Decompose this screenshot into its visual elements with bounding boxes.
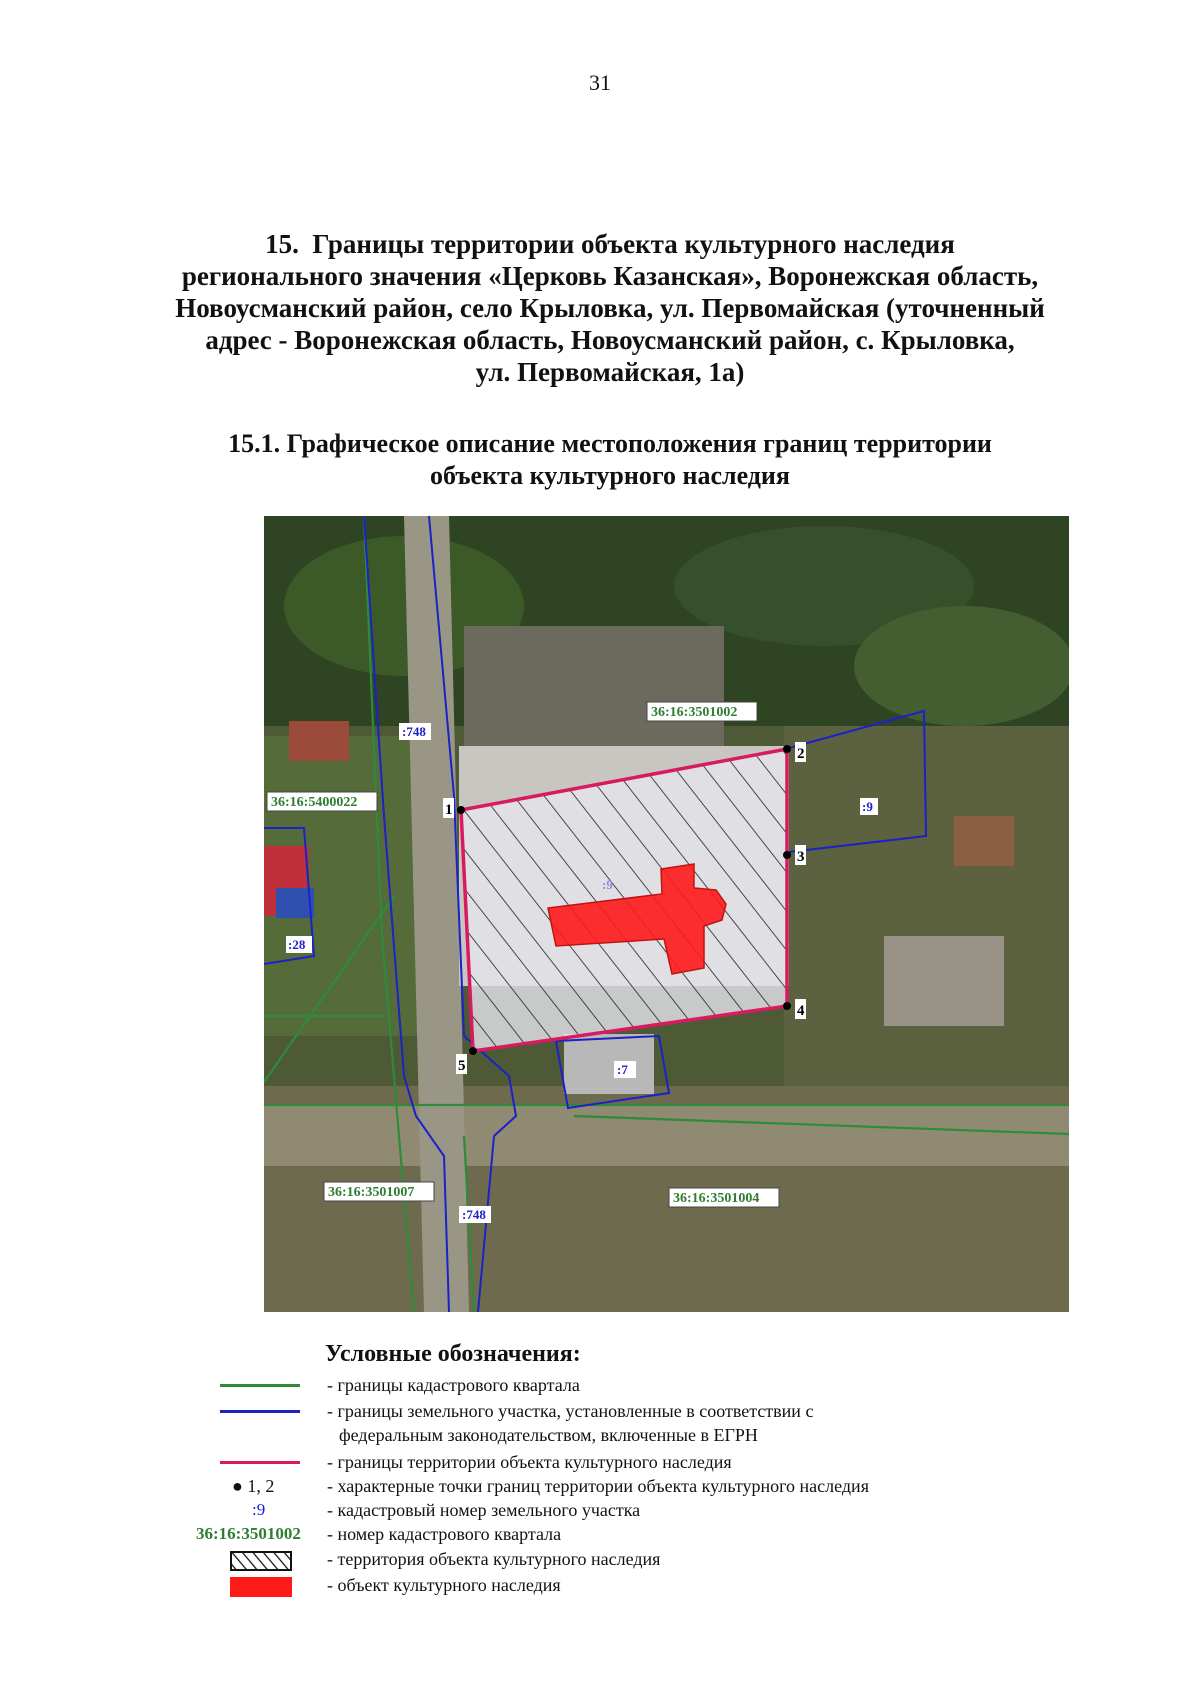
- legend-text-points: - характерные точки границ территории объекта культурного наследия: [327, 1476, 869, 1496]
- section-title-line-3: Новоусманский район, село Крыловка, ул. Первомайская (уточненный: [175, 293, 1045, 323]
- hatch-swatch: [230, 1551, 292, 1571]
- section-title-text-1: Границы территории объекта культурного наследия: [312, 229, 955, 259]
- quarter-label-3501007: 36:16:3501007: [328, 1185, 415, 1200]
- legend-symbol-quarter-number: [190, 1523, 310, 1549]
- map-svg: [264, 516, 1069, 1312]
- legend-row-points: [190, 1475, 1190, 1501]
- legend-row-parcel-boundary: [190, 1400, 1190, 1426]
- parcel-label-28: :28: [288, 937, 306, 952]
- point-label-4: 4: [797, 1003, 805, 1019]
- parcel-number-symbol-label: :9: [252, 1500, 266, 1519]
- section-title-line-5: ул. Первомайская, 1а): [475, 357, 745, 387]
- point-label-3: 3: [797, 849, 805, 865]
- subsection-title-line-1: [150, 428, 1070, 460]
- legend-symbol-heritage-object: [190, 1574, 310, 1600]
- point-label-1: 1: [445, 802, 453, 818]
- boundary-point-3: [783, 851, 791, 859]
- legend-symbol-points: [190, 1475, 310, 1501]
- legend-text-parcel-boundary: - границы земельного участка, установленные в соответствии с: [327, 1401, 814, 1421]
- legend-text-quarter-boundary: - границы кадастрового квартала: [327, 1375, 580, 1395]
- section-title-line-4: адрес - Воронежская область, Новоусманский район, с. Крыловка,: [205, 325, 1015, 355]
- legend-text-parcel-number: - кадастровый номер земельного участка: [327, 1500, 641, 1520]
- legend-symbol-heritage-boundary: [190, 1451, 310, 1477]
- house-roof: [884, 936, 1004, 1026]
- quarter-number-symbol-label: 36:16:3501002: [196, 1524, 301, 1543]
- parcel-label-748-south: :748: [462, 1207, 486, 1222]
- blue-line-swatch: [220, 1410, 300, 1413]
- boundary-point-4: [783, 1002, 791, 1010]
- dirt-road-east-west: [264, 1106, 1069, 1166]
- boundary-point-2: [783, 745, 791, 753]
- legend-symbol-parcel-boundary: [190, 1400, 310, 1426]
- legend-row-heritage-territory: [190, 1548, 1190, 1574]
- legend-symbol-heritage-territory: [190, 1548, 310, 1574]
- legend-row-heritage-object: [190, 1574, 1190, 1600]
- legend-row-quarter-boundary: [190, 1374, 1190, 1400]
- legend-symbol-parcel-number: [190, 1499, 310, 1525]
- boundary-point-1: [457, 806, 465, 814]
- quarter-label-3501004: 36:16:3501004: [673, 1191, 760, 1206]
- legend-row-parcel-boundary-cont: [190, 1424, 1190, 1450]
- legend-title: Условные обозначения:: [325, 1341, 581, 1367]
- section-title-line-1: [150, 228, 1070, 260]
- legend-text-heritage-object: - объект культурного наследия: [327, 1575, 561, 1595]
- parcel-label-9-east: :9: [862, 799, 873, 814]
- parcel-label-9-site: :9: [602, 877, 613, 892]
- legend-symbol-quarter-boundary: [190, 1374, 310, 1400]
- red-fill-swatch: [230, 1577, 292, 1597]
- legend-text-heritage-territory: - территория объекта культурного наследия: [327, 1549, 661, 1569]
- parcel-label-748-north: :748: [402, 724, 426, 739]
- point-symbol-label: ● 1, 2: [232, 1476, 275, 1496]
- parcel-label-7: :7: [617, 1062, 628, 1077]
- legend-text-quarter-number: - номер кадастрового квартала: [327, 1524, 562, 1544]
- legend-text-parcel-boundary-cont: федеральным законодательством, включенные в ЕГРН: [339, 1425, 758, 1445]
- section-number: 15.: [265, 229, 299, 259]
- green-line-swatch: [220, 1384, 300, 1387]
- legend-row-heritage-boundary: [190, 1451, 1190, 1477]
- point-label-5: 5: [458, 1058, 466, 1074]
- tree-cluster: [854, 606, 1069, 726]
- quarter-label-3501002: 36:16:3501002: [651, 705, 738, 720]
- section-title: [150, 228, 1070, 388]
- subsection-title: [150, 428, 1070, 492]
- legend-text-heritage-boundary: - границы территории объекта культурного наследия: [327, 1452, 732, 1472]
- section-title-line-2: регионального значения «Церковь Казанская», Воронежская область,: [181, 261, 1039, 291]
- magenta-line-swatch: [220, 1461, 300, 1464]
- building-roof: [564, 1034, 654, 1094]
- point-label-2: 2: [797, 746, 805, 762]
- legend-row-quarter-number: [190, 1523, 1190, 1549]
- page-number: 31: [589, 70, 611, 95]
- house-roof: [954, 816, 1014, 866]
- quarter-label-5400022: 36:16:5400022: [271, 795, 358, 810]
- subsection-number: 15.1.: [228, 429, 281, 458]
- cadastral-map: [264, 516, 1069, 1312]
- boundary-point-5: [469, 1047, 477, 1055]
- cemetery-area: [464, 626, 724, 746]
- subsection-title-line-2: объекта культурного наследия: [430, 461, 790, 490]
- subsection-title-text-1: Графическое описание местоположения границ территории: [286, 429, 992, 458]
- house-roof: [289, 721, 349, 761]
- legend-row-parcel-number: [190, 1499, 1190, 1525]
